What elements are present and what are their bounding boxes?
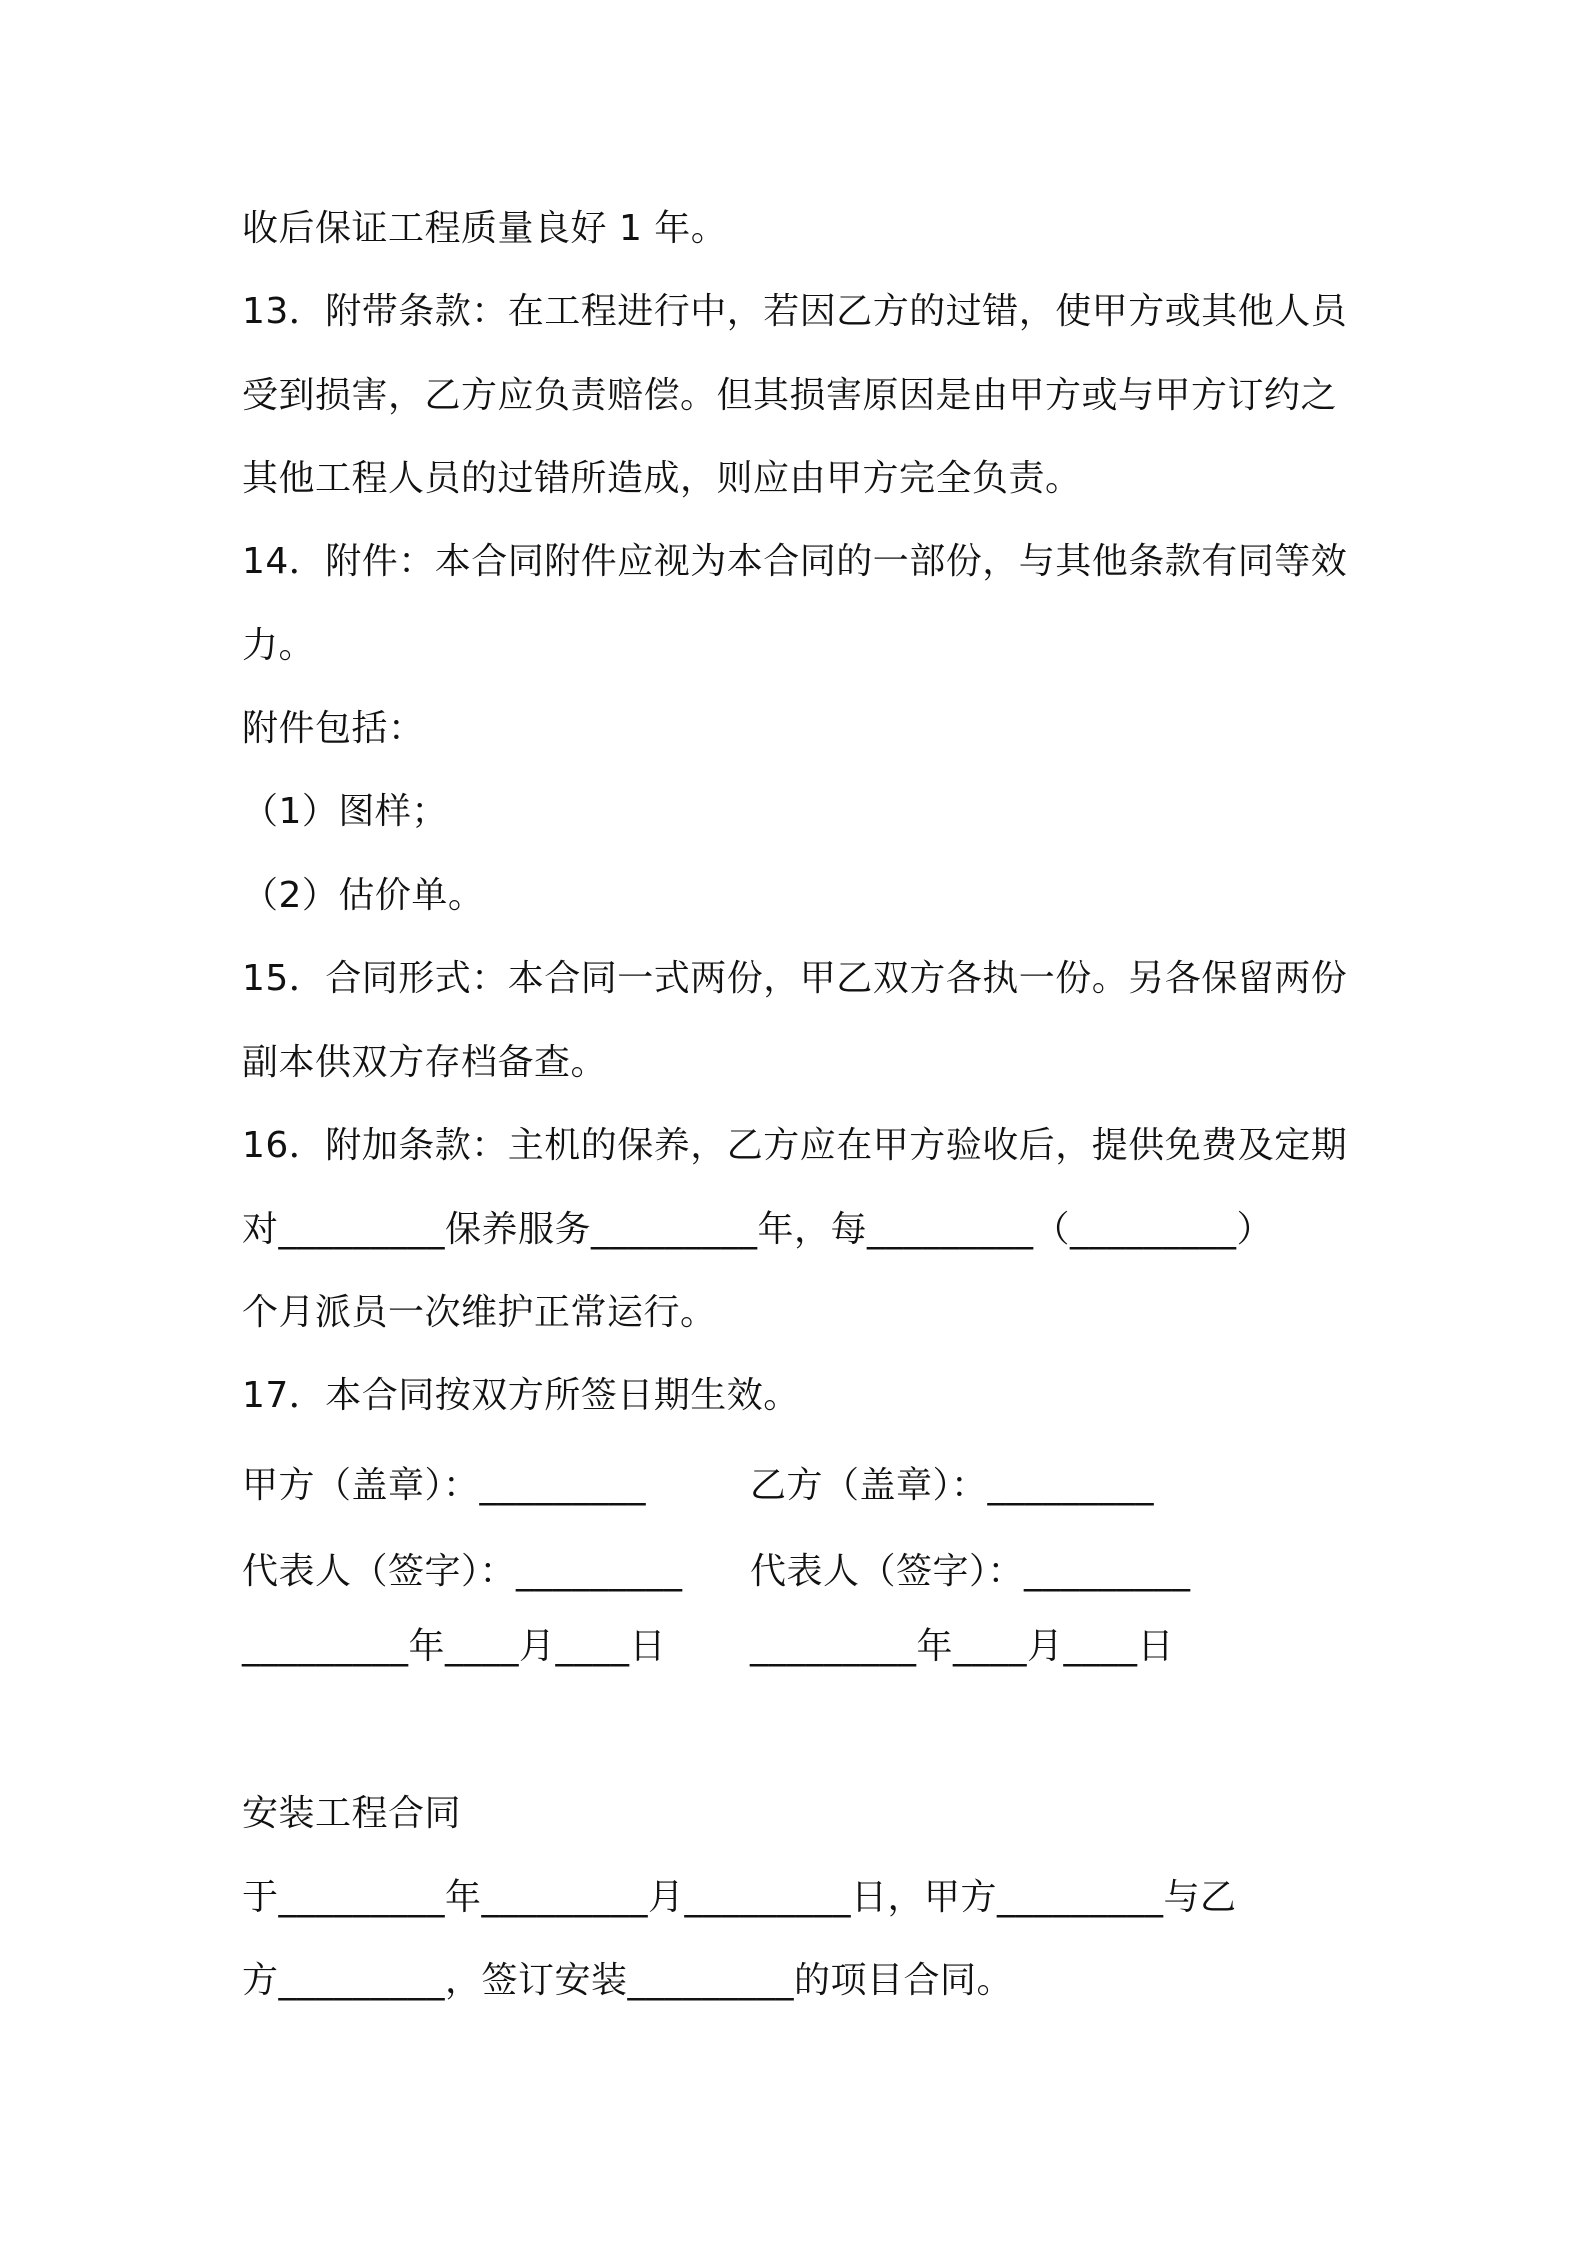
paragraph-line: 副本供双方存档备查。 (242, 1042, 608, 1083)
paragraph-line: 16．附加条款：主机的保养，乙方应在甲方验收后，提供免费及定期 (242, 1125, 1348, 1166)
list-item: （2）估价单。 (242, 875, 485, 916)
paragraph-line: 力。 (242, 625, 316, 666)
paragraph-line: 附件包括： (242, 708, 425, 749)
party-a-seal: 甲方（盖章）：_________ (242, 1465, 647, 1506)
paragraph-line: 对_________保养服务_________年，每_________（_________） (242, 1209, 1274, 1250)
party-a-representative: 代表人（签字）：_________ (242, 1551, 683, 1592)
party-a-date: _________年____月____日 (242, 1626, 666, 1667)
paragraph-line: 方_________，签订安装_________的项目合同。 (242, 1960, 1014, 2001)
paragraph-line: 受到损害，乙方应负责赔偿。但其损害原因是由甲方或与甲方订约之 (242, 375, 1338, 416)
paragraph-line: 收后保证工程质量良好 1 年。 (242, 208, 728, 249)
paragraph-line: 其他工程人员的过错所造成，则应由甲方完全负责。 (242, 458, 1082, 499)
paragraph-line: 14．附件：本合同附件应视为本合同的一部份，与其他条款有同等效 (242, 541, 1348, 582)
paragraph-line: 于_________年_________月_________日，甲方_________与乙 (242, 1877, 1237, 1918)
paragraph-line: 个月派员一次维护正常运行。 (242, 1292, 717, 1333)
party-b-date: _________年____月____日 (750, 1626, 1174, 1667)
paragraph-line: 15．合同形式：本合同一式两份，甲乙双方各执一份。另各保留两份 (242, 958, 1348, 999)
party-b-seal: 乙方（盖章）：_________ (750, 1465, 1155, 1506)
paragraph-line: 17．本合同按双方所签日期生效。 (242, 1375, 800, 1416)
list-item: （1）图样； (242, 791, 448, 832)
paragraph-line: 13．附带条款：在工程进行中，若因乙方的过错，使甲方或其他人员 (242, 291, 1348, 332)
section-title: 安装工程合同 (242, 1793, 462, 1834)
party-b-representative: 代表人（签字）：_________ (750, 1551, 1191, 1592)
